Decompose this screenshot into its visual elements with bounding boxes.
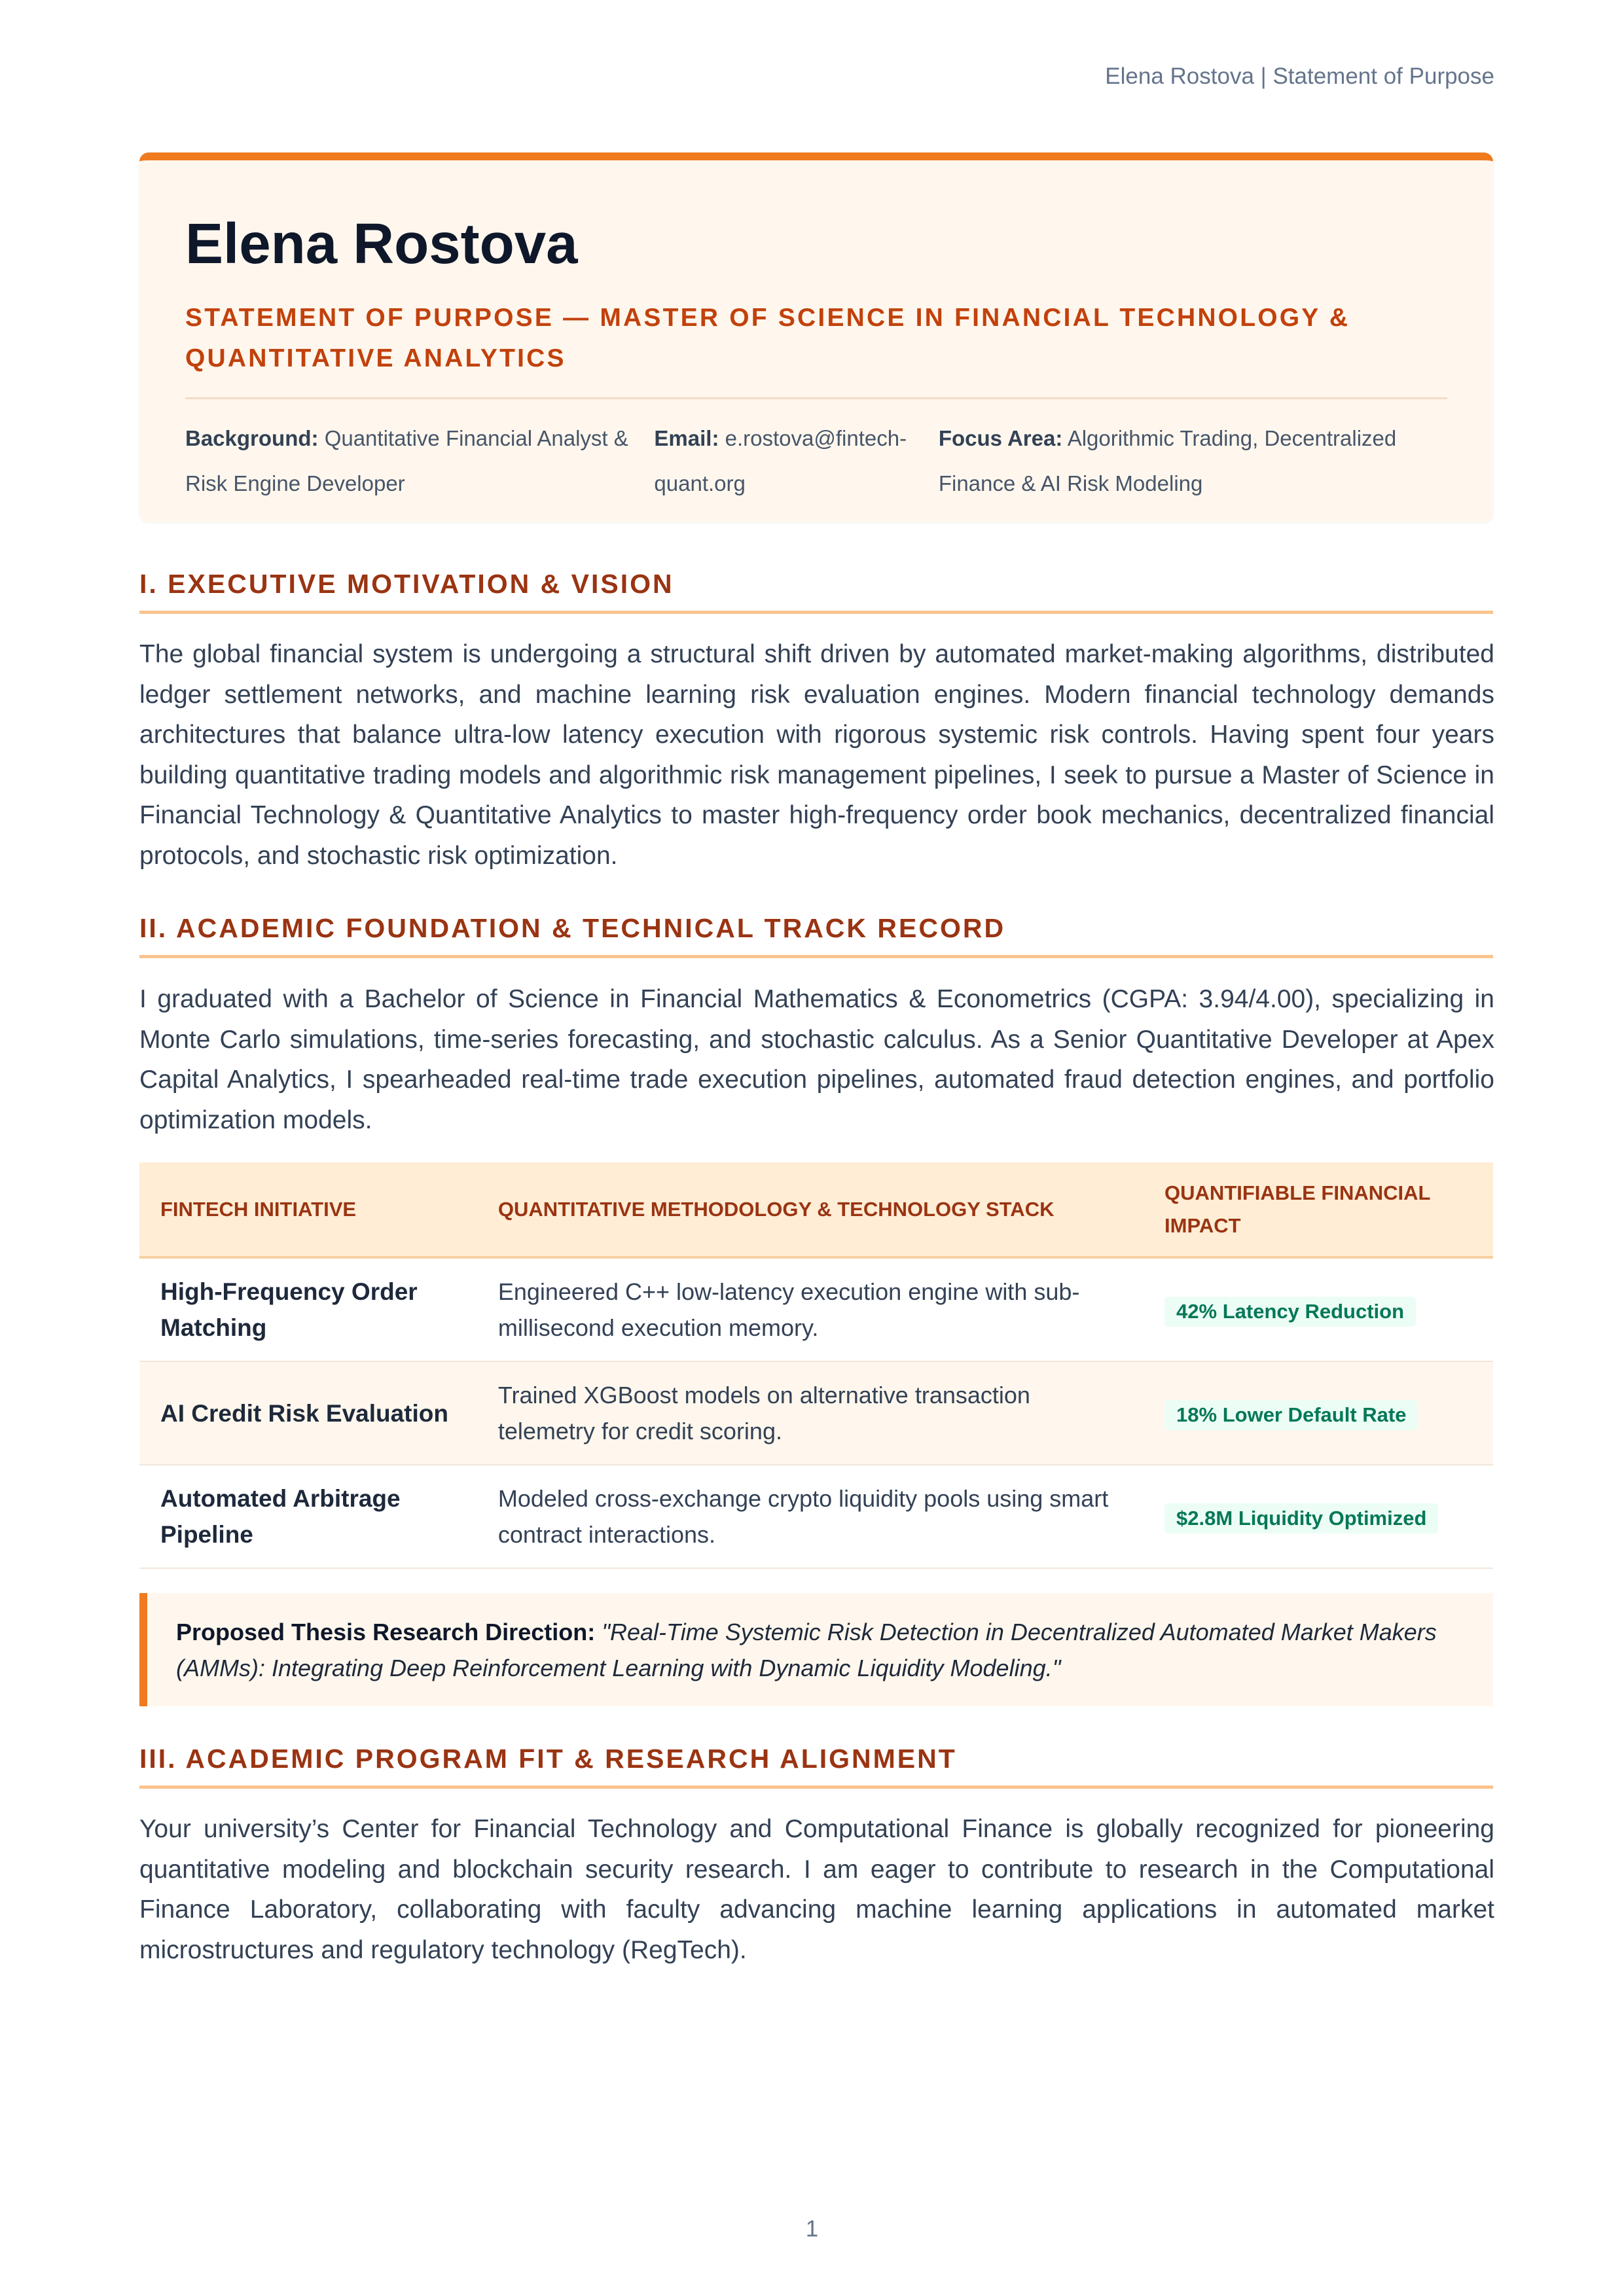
- meta-email: [654, 416, 938, 506]
- methodology-cell: Engineered C++ low-latency execution engine with sub-millisecond execution memory.: [477, 1257, 1144, 1361]
- section-3-body: Your university’s Center for Financial Technology and Computational Finance is globally recognized for pioneering quantitative modeling and blockchain security research. I am eager to contribute to research in the Computational Finance Laboratory, collaborating with faculty advancing machine learning applications in automated market microstructures and regulatory technology (RegTech).: [139, 1815, 1494, 1964]
- impact-cell: [1144, 1257, 1493, 1361]
- section-3-title: III. ACADEMIC PROGRAM FIT & RESEARCH ALIGNMENT: [139, 1744, 1493, 1789]
- meta-focus-label: Focus Area:: [938, 425, 1063, 450]
- impact-badge: 42% Latency Reduction: [1164, 1297, 1416, 1327]
- table-header-row: [139, 1162, 1493, 1257]
- methodology-cell: Modeled cross-exchange crypto liquidity pools using smart contract interactions.: [477, 1465, 1144, 1568]
- header-divider: [185, 397, 1447, 399]
- column-header-methodology: QUANTITATIVE METHODOLOGY & TECHNOLOGY STACK: [477, 1162, 1144, 1257]
- impact-badge: 18% Lower Default Rate: [1164, 1400, 1418, 1430]
- impact-cell: [1144, 1465, 1493, 1568]
- thesis-label: Proposed Thesis Research Direction:: [176, 1619, 596, 1645]
- meta-focus-value: Algorithmic Trading, Decentralized Finance & AI Risk Modeling: [938, 425, 1397, 495]
- initiative-cell: Automated Arbitrage Pipeline: [139, 1465, 477, 1568]
- initiative-cell: High-Frequency Order Matching: [139, 1257, 477, 1361]
- section-2-title: II. ACADEMIC FOUNDATION & TECHNICAL TRACK RECORD: [139, 913, 1493, 958]
- thesis-quote: "Real-Time Systemic Risk Detection in Decentralized Automated Market Makers (AMMs): Integrating Deep Reinforcement Learning with Dynamic Liquidity Modeling.": [176, 1619, 1437, 1681]
- document-subtitle: STATEMENT OF PURPOSE — MASTER OF SCIENCE IN FINANCIAL TECHNOLOGY & QUANTITATIVE ANALYTICS: [185, 303, 1350, 372]
- table-row: [139, 1361, 1493, 1465]
- meta-background-label: Background:: [185, 425, 319, 450]
- methodology-cell: Trained XGBoost models on alternative transaction telemetry for credit scoring.: [477, 1361, 1144, 1465]
- table-row: [139, 1257, 1493, 1361]
- header-card: [139, 152, 1493, 522]
- thesis-callout: [139, 1593, 1493, 1706]
- meta-email-label: Email:: [654, 425, 719, 450]
- applicant-name: Elena Rostova: [185, 212, 578, 276]
- meta-background-value: Quantitative Financial Analyst & Risk Engine Developer: [185, 425, 628, 495]
- meta-focus-area: [939, 416, 1447, 506]
- section-1-title: I. EXECUTIVE MOTIVATION & VISION: [139, 569, 1493, 614]
- meta-background: [185, 416, 654, 506]
- initiative-cell: AI Credit Risk Evaluation: [139, 1361, 477, 1465]
- table-row: [139, 1465, 1493, 1568]
- running-header: Elena Rostova | Statement of Purpose: [1105, 63, 1494, 89]
- meta-email-value: e.rostova@fintech-quant.org: [654, 425, 907, 495]
- column-header-initiative: FINTECH INITIATIVE: [139, 1162, 477, 1257]
- impact-badge: $2.8M Liquidity Optimized: [1164, 1503, 1438, 1534]
- initiatives-table: [139, 1162, 1493, 1569]
- section-1-body: The global financial system is undergoing a structural shift driven by automated market-making algorithms, distributed ledger settlement networks, and machine learning risk evaluation engines. Modern financial technology demands architectures that balance ultra-low latency execution with rigorous systemic risk controls. Having spent four years building quantitative trading models and algorithmic risk management pipelines, I seek to pursue a Master of Science in Financial Technology & Quantitative Analytics to master high-frequency order book mechanics, decentralized financial protocols, and stochastic risk optimization.: [139, 640, 1494, 870]
- applicant-meta: [185, 416, 1447, 506]
- column-header-impact: QUANTIFIABLE FINANCIAL IMPACT: [1144, 1162, 1493, 1257]
- page-number: 1: [805, 2216, 819, 2242]
- section-2-body: I graduated with a Bachelor of Science in Financial Mathematics & Econometrics (CGPA: 3.94/4.00), specializing in Monte Carlo simulations, time-series forecasting, and stochastic calculus. As a Senior Quantitative Developer at Apex Capital Analytics, I spearheaded real-time trade execution pipelines, automated fraud detection engines, and portfolio optimization models.: [139, 985, 1494, 1134]
- impact-cell: [1144, 1361, 1493, 1465]
